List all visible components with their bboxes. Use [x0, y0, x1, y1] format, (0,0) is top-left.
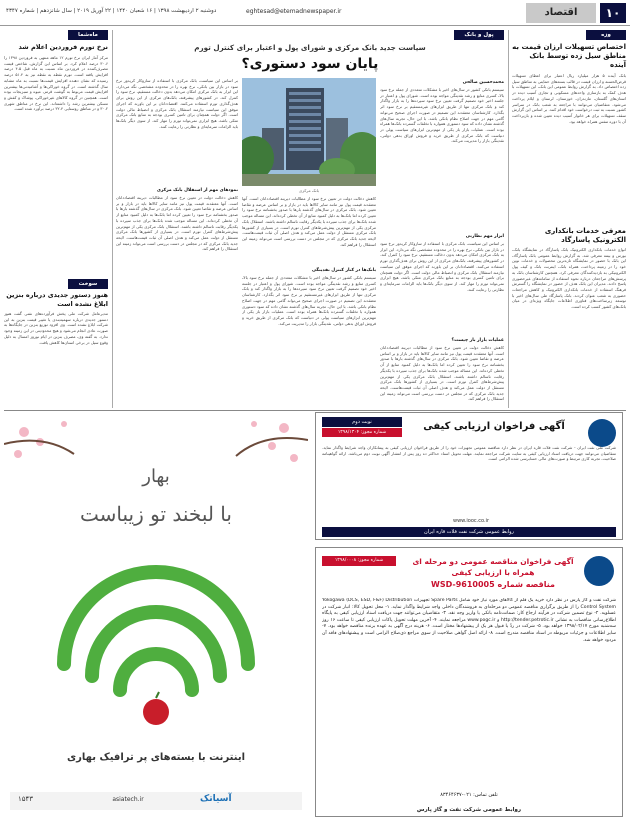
ad-footer: روابط عمومی شرکت نفت فلات قاره ایران	[322, 527, 616, 537]
ad2-body: شرکت نفت و گاز پارس در نظر دارد خرید یک قلم از کالاهای مورد نیاز خود شامل Spare Parts تجهیزات Yokogawa (DCS, ESD, F&F) Distribution Control System را از طریق برگزاری مناقصه عمومی دو مرحله‌ای به فروشندگان داخلی واجد شرایط واگذار نماید. ۱- محل تحویل کالا: انبار شرکت در عسلویه. ۲- نوع تضمین شرکت در فرآیند ارجاع کار: ضمانت‌نامه بانکی یا واریز وجه نقد. ۳- متقاضیان می‌توانند جهت دریافت اسناد ارزیابی کیفی به پایگاه اطلاع‌رسانی مناقصات به نشانی http://tender.petrotic.ir و www.pogc.ir مراجعه نمایند. ۴- آخرین مهلت تحویل پاکات ارزیابی کیفی تا ساعت ۱۶ روز سه‌شنبه مورخ ۱۳۹۸/۰۲/۱۷ خواهد بود. ۵- شرکت در ردّ یا قبول هر یک از پیشنهادها مختار است. ۶- هزینه درج آگهی به عهده برنده مناقصه خواهد بود. ۷- سایر اطلاعات و جزئیات مربوطه در اسناد مناقصه مندرج است. ۸- ارائه اصل گواهی صلاحیت از سوی مراجع ذی‌صلاح الزامی است و پیشنهادهای فاقد آن مردود خواهد شد.	[322, 598, 616, 643]
center-tag: پول و بانک	[454, 30, 504, 40]
brand-logo: آسیاتک	[200, 794, 232, 804]
ad-subtitle: با لبخند تو زیباست	[80, 502, 232, 526]
subhead-a2: عملیات بازار باز چیست؟	[451, 338, 504, 343]
right-headline-2: معرفی خدمات بانکداری الکترونیک پاسارگاد	[544, 227, 626, 244]
left-body-2: مدیرعامل شرکت ملی پخش فرآورده‌های نفتی گفت هنوز دستور جدیدی درباره سهمیه‌بندی یا تغییر قیمت بنزین به این شرکت ابلاغ نشده است. وی افزود توزیع بنزین در جایگاه‌ها به صورت عادی انجام می‌شود و هیچ محدودیتی در این زمینه وجود ندارد. به گفته وی، مصرف بنزین در ایام نوروز امسال به دلیل وقوع سیل در برخی استان‌ها کاهش یافت.	[4, 311, 108, 345]
right-headline-1: اختصاص تسهیلات ارزان قیمت به مناطق سیل زده توسط بانک آینده	[512, 43, 626, 69]
ad2-footer: روابط عمومی شرکت نفت و گاز پارس	[416, 807, 522, 813]
center-body-b2: سیستم بانکی کشور در سال‌های اخیر با مشکلات متعددی از جمله نرخ سود بالا، کسری منابع و رشد نقدینگی مواجه بوده است. شورای پول و اعتبار در جلسه اخیر خود تصمیم گرفت تعیین نرخ سود سپرده‌ها را به بازار واگذار کند و بانک مرکزی تنها از طریق ابزارهای غیرمستقیم بر نرخ سود اثر بگذارد. کارشناسان معتقدند این تصمیم در صورت اجرای صحیح می‌تواند گامی مهم در جهت اصلاح نظام بانکی باشد. با این حال، تجربه سال‌های گذشته نشان داده که سود دستوری همواره با تخلفات گسترده بانک‌ها همراه بوده است. عملیات بازار باز یکی از مهم‌ترین ابزارهای سیاست پولی در دنیاست که بانک مرکزی از طریق خرید و فروش اوراق بدهی دولتی، نقدینگی بازار را مدیریت می‌کند.	[242, 275, 376, 326]
ad-turn: نوبت دوم	[322, 417, 402, 427]
photo-caption: بانک مرکزی	[299, 188, 319, 193]
ad-web[interactable]: www.iooc.co.ir	[453, 518, 489, 524]
right-column-tag: وزه	[586, 30, 626, 40]
blossom-icon	[14, 421, 298, 462]
tender-ad-1	[315, 412, 623, 540]
left-column-tag: ماه‌شما	[68, 30, 108, 40]
ad2-tender: مناقصه شماره WSD-9610005	[431, 580, 555, 589]
subhead-b: بانک‌ها در کنار کنترل نقدینگی	[311, 268, 376, 273]
left-body-1: مرکز آمار ایران نرخ تورم ۱۲ ماهه منتهی به فروردین ۱۳۹۸ را ۳۰.۶ درصد اعلام کرد. بر اساس این گزارش، شاخص قیمت مصرف‌کننده در فروردین ماه نسبت به ماه قبل ۴.۵ درصد افزایش یافته است. تورم نقطه به نقطه نیز به ۵۱.۴ درصد رسیده که نشان دهنده افزایش قیمت‌ها نسبت به ماه مشابه سال گذشته است. در گروه خوراکی‌ها و آشامیدنی‌ها بیشترین افزایش قیمت مربوط به گوشت قرمز، میوه و سبزیجات بوده است. همچنین در گروه کالاهای غیرخوراکی، پوشاک و کفش و مسکن بیشترین رشد را داشته‌اند. این نرخ در مناطق شهری ۳۰.۲ و در مناطق روستایی ۳۲.۴ درصد برآورد شده است.	[4, 55, 108, 112]
left-column-tag-2: سوخت	[68, 279, 108, 289]
apple-icon	[143, 699, 169, 725]
divider	[508, 30, 509, 408]
masthead	[0, 0, 630, 26]
brand-phone: ۱۵۴۳	[18, 795, 34, 803]
center-col-a	[380, 78, 504, 408]
author: محمدحسین صالحی	[462, 80, 504, 85]
asiatech-ad	[4, 414, 308, 816]
left-headline-2: هنوز دستور جدیدی درباره بنزین ابلاغ نشده است	[6, 291, 108, 308]
subhead-c: نمودهای مهم از استقلال بانک مرکزی	[156, 188, 238, 193]
center-body-a2: بر اساس این سیاست، بانک مرکزی با استفاده از سازوکار کریدور نرخ سود در بازار بین بانکی، نرخ بهره را در محدوده مشخصی نگه می‌دارد. این ابزار به بانک مرکزی امکان می‌دهد بدون دخالت مستقیم، نرخ سود را کنترل کند. در کشورهای پیشرفته، بانک‌های مرکزی از این روش برای هدف‌گذاری تورم استفاده می‌کنند. اقتصاددانان بر این باورند که اجرای موفق این سیاست نیازمند استقلال بانک مرکزی و انضباط مالی دولت است. اگر دولت همچنان برای تامین کسری بودجه به منابع بانک مرکزی متکی باشد، هیچ ابزاری نمی‌تواند تورم را مهار کند. از سوی دیگر بانک‌ها باید الزامات سرمایه‌ای و نظارتی را رعایت کنند.	[380, 241, 504, 292]
right-column	[512, 30, 626, 408]
building-photo	[242, 78, 376, 186]
main-headline: پایان سود دستوری؟	[241, 56, 379, 72]
kicker: سیاست جدید بانک مرکزی و شورای پول و اعتبار برای کنترل تورم	[194, 43, 426, 52]
center-body-a1: سیستم بانکی کشور در سال‌های اخیر با مشکلات متعددی از جمله نرخ سود بالا، کسری منابع و رشد نقدینگی مواجه بوده است. شورای پول و اعتبار در جلسه اخیر خود تصمیم گرفت تعیین نرخ سود سپرده‌ها را به بازار واگذار کند و بانک مرکزی تنها از طریق ابزارهای غیرمستقیم بر نرخ سود اثر بگذارد. کارشناسان معتقدند این تصمیم در صورت اجرای صحیح می‌تواند گامی مهم در جهت اصلاح نظام بانکی باشد. با این حال، تجربه سال‌های گذشته نشان داده که سود دستوری همواره با تخلفات گسترده بانک‌ها همراه بوده است. عملیات بازار باز یکی از مهم‌ترین ابزارهای سیاست پولی در دنیاست که بانک مرکزی از طریق خرید و فروش اوراق بدهی دولتی، نقدینگی بازار را مدیریت می‌کند.	[380, 87, 504, 144]
pogc-logo-icon	[584, 556, 614, 586]
ad-banner: آگهی فراخوان ارزیابی کیفی	[406, 417, 582, 437]
right-body-2: انواع خدمات بانکداری الکترونیک بانک پاسارگاد در نمایشگاه بانک، بورس و بیمه معرفی شد. به گزارش روابط عمومی بانک پاسارگاد، این بانک با حضور در نمایشگاه تازه‌ترین محصولات و خدمات نوین خود را در زمینه پرداخت، همراه بانک، اینترنت بانک و کیف پول الکترونیکی به بازدیدکنندگان معرفی کرد. همچنین کارشناسان بانک به پرسش‌های مراجعان درباره نحوه استفاده از سامانه‌های غیرحضوری پاسخ دادند. مدیران این بانک هدف از حضور در نمایشگاه را گسترش فرهنگ استفاده از خدمات بانکداری الکترونیک و کاهش مراجعات حضوری به شعب عنوان کردند. بانک پاسارگاد طی سال‌های اخیر با توسعه زیرساخت‌های فناوری اطلاعات جایگاه ویژه‌ای در میان بانک‌های کشور کسب کرده است.	[512, 247, 626, 310]
left-column	[4, 30, 108, 408]
subhead-a1: ابزار مهم نظارتی	[465, 234, 504, 239]
section-label: اقتصاد	[526, 3, 596, 23]
tender-ad-2	[315, 547, 623, 817]
right-body-1: بانک آینده ۵ هزار میلیارد ریال اعتبار برای اعطای تسهیلات قرض‌الحسنه و ارزان قیمت در قالب بسته‌های حمایتی به مناطق سیل زده اختصاص داد. به گزارش روابط عمومی این بانک، این تسهیلات با هدف کمک به بازسازی واحدهای مسکونی و تجاری آسیب دیده در استان‌های گلستان، مازندران، خوزستان، لرستان و ایلام پرداخت می‌شود. متقاضیان می‌توانند با مراجعه به شعب بانک در سراسر کشور نسبت به ثبت درخواست خود اقدام کنند. بر اساس این گزارش سقف تسهیلات برای هر خانوار آسیب دیده تعیین شده و بازپرداخت آن با دوره تنفس همراه خواهد بود.	[512, 73, 626, 124]
masthead-email[interactable]: eghtesad@etemadnewspaper.ir	[246, 8, 342, 15]
ad-ref: شماره مجوز: ۱۳۹۸/۱۳۰۴	[322, 428, 402, 437]
ad2-ref: شماره مجوز: ۱۳۹۸/۰۰۰۸	[322, 556, 396, 566]
page-number: ۱۰	[600, 3, 626, 23]
nioc-logo-icon	[588, 419, 616, 447]
center-body-a3: کاهش دخالت دولت در تعیین نرخ سود از مطالبات دیرینه اقتصاددانان است. آنها معتقدند قیمت پول نیز مانند سایر کالاها باید در بازار و بر اساس عرضه و تقاضا تعیین شود. بانک مرکزی در سال‌های گذشته بارها با صدور بخشنامه نرخ سود را تعیین کرده اما بانک‌ها به دلیل کمبود منابع از آن تخطی کرده‌اند. این مساله موجب شده بانک‌ها برای جذب سپرده با یکدیگر رقابت ناسالم داشته باشند. استقلال بانک مرکزی یکی از مهم‌ترین پیش‌شرط‌های کنترل تورم است. در بسیاری از کشورها بانک مرکزی مستقل از دولت عمل می‌کند و هدف اصلی آن ثبات قیمت‌هاست. لایحه جدید بانک مرکزی که در مجلس در دست بررسی است می‌تواند زمینه این استقلال را فراهم کند.	[380, 345, 504, 402]
ad2-title: آگهی فراخوان مناقصه عمومی دو مرحله ای همراه با ارزیابی کیفی	[412, 557, 574, 577]
bank-building-image	[242, 78, 376, 186]
center-col-c	[116, 78, 238, 408]
brand-site[interactable]: asiatech.ir	[112, 796, 144, 803]
ad-slogan: اینترنت با بسته‌های پر ترافیک بهاری	[66, 752, 246, 763]
center-body-b1: کاهش دخالت دولت در تعیین نرخ سود از مطالبات دیرینه اقتصاددانان است. آنها معتقدند قیمت پول نیز مانند سایر کالاها باید در بازار و بر اساس عرضه و تقاضا تعیین شود. بانک مرکزی در سال‌های گذشته بارها با صدور بخشنامه نرخ سود را تعیین کرده اما بانک‌ها به دلیل کمبود منابع از آن تخطی کرده‌اند. این مساله موجب شده بانک‌ها برای جذب سپرده با یکدیگر رقابت ناسالم داشته باشند. استقلال بانک مرکزی یکی از مهم‌ترین پیش‌شرط‌های کنترل تورم است. در بسیاری از کشورها بانک مرکزی مستقل از دولت عمل می‌کند و هدف اصلی آن ثبات قیمت‌هاست. لایحه جدید بانک مرکزی که در مجلس در دست بررسی است می‌تواند زمینه این استقلال را فراهم کند.	[242, 196, 376, 247]
divider	[112, 30, 113, 408]
masthead-date: دوشنبه ۲ اردیبهشت ۱۳۹۸ | ۱۶ شعبان ۱۴۴۰ | ۲۲ آوریل ۲۰۱۹ | سال شانزدهم | شماره ۴۳۴۷	[6, 8, 217, 14]
center-body-c1: بر اساس این سیاست، بانک مرکزی با استفاده از سازوکار کریدور نرخ سود در بازار بین بانکی، نرخ بهره را در محدوده مشخصی نگه می‌دارد. این ابزار به بانک مرکزی امکان می‌دهد بدون دخالت مستقیم، نرخ سود را کنترل کند. در کشورهای پیشرفته، بانک‌های مرکزی از این روش برای هدف‌گذاری تورم استفاده می‌کنند. اقتصاددانان بر این باورند که اجرای موفق این سیاست نیازمند استقلال بانک مرکزی و انضباط مالی دولت است. اگر دولت همچنان برای تامین کسری بودجه به منابع بانک مرکزی متکی باشد، هیچ ابزاری نمی‌تواند تورم را مهار کند. از سوی دیگر بانک‌ها باید الزامات سرمایه‌ای و نظارتی را رعایت کنند.	[116, 78, 238, 129]
center-body-c2: کاهش دخالت دولت در تعیین نرخ سود از مطالبات دیرینه اقتصاددانان است. آنها معتقدند قیمت پول نیز مانند سایر کالاها باید در بازار و بر اساس عرضه و تقاضا تعیین شود. بانک مرکزی در سال‌های گذشته بارها با صدور بخشنامه نرخ سود را تعیین کرده اما بانک‌ها به دلیل کمبود منابع از آن تخطی کرده‌اند. این مساله موجب شده بانک‌ها برای جذب سپرده با یکدیگر رقابت ناسالم داشته باشند. استقلال بانک مرکزی یکی از مهم‌ترین پیش‌شرط‌های کنترل تورم است. در بسیاری از کشورها بانک مرکزی مستقل از دولت عمل می‌کند و هدف اصلی آن ثبات قیمت‌هاست. لایحه جدید بانک مرکزی که در مجلس در دست بررسی است می‌تواند زمینه این استقلال را فراهم کند.	[116, 195, 238, 252]
center-story	[116, 30, 504, 408]
ad2-phone: تلفن تماس: ۰۲۱-۸۳۴۶۴۶۳۷	[440, 792, 498, 798]
center-col-b	[242, 196, 376, 408]
left-headline-1: نرخ تورم فروردین اعلام شد	[18, 43, 108, 51]
ad-body: شرکت ملی نفت ایران - شرکت نفت فلات قاره ایران در نظر دارد مناقصه عمومی تجهیزات خود را از طریق فراخوان ارزیابی کیفی به پیمانکاران واجد شرایط واگذار نماید. متقاضیان می‌توانند جهت دریافت اسناد ارزیابی کیفی به سایت شرکت مراجعه نمایند. مهلت تحویل اسناد حداکثر ده روز پس از انتشار آگهی نوبت دوم می‌باشد. ارائه گواهینامه صلاحیت، تجربه کاری مرتبط و صورت‌های مالی حسابرسی شده الزامی است.	[322, 445, 616, 462]
ad-title: بهار	[142, 466, 170, 487]
page-rule	[4, 410, 626, 411]
